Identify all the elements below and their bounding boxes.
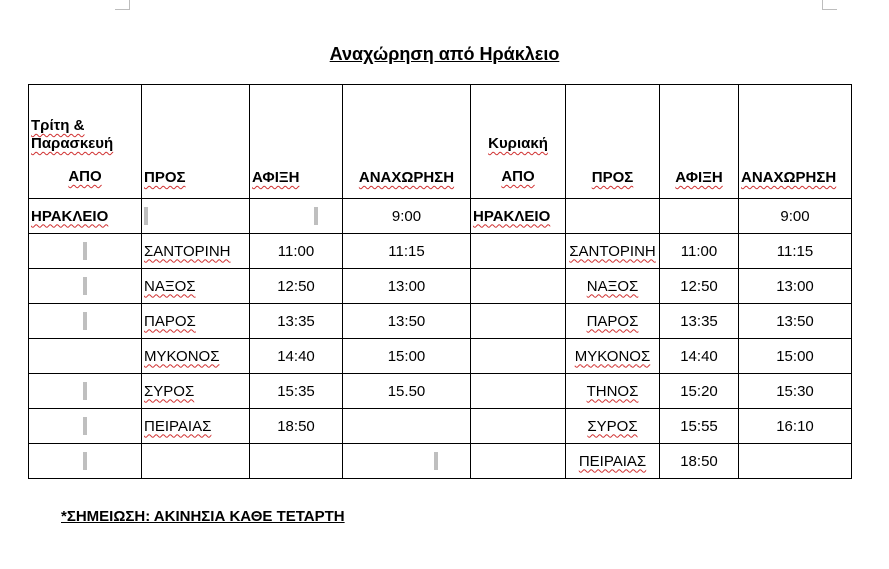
left-afixi-cell [250, 339, 343, 374]
header-cell-left-anaxorisi [343, 85, 471, 199]
left-anaxorisi-text: 13:00 [387, 277, 426, 295]
cell-marker [83, 417, 87, 435]
header-cell-right-afixi [660, 85, 739, 199]
left-anaxorisi-cell [343, 199, 471, 234]
left-anaxorisi-cell [343, 339, 471, 374]
cell-marker [314, 207, 318, 225]
right-pros-text: ΝΑΞΟΣ [586, 277, 639, 295]
right-pros-cell [566, 339, 660, 374]
right-apo-cell [471, 304, 566, 339]
right-anaxorisi-cell [739, 269, 852, 304]
right-anaxorisi-text: 13:00 [776, 277, 814, 295]
right-afixi-text: 14:40 [680, 347, 718, 365]
table-row [29, 269, 852, 304]
left-afixi-cell [250, 304, 343, 339]
cell-marker [83, 312, 87, 330]
page-corner-mark-right [822, 0, 837, 10]
left-group-line-2: Παρασκευή [31, 135, 114, 152]
right-afixi-text: 18:50 [680, 452, 718, 470]
right-anaxorisi-cell [739, 199, 852, 234]
left-afixi-text: 18:50 [277, 417, 315, 435]
left-anaxorisi-cell [343, 409, 471, 444]
left-apo-text: ΗΡΑΚΛΕΙΟ [31, 207, 109, 225]
right-pros-cell [566, 304, 660, 339]
right-anaxorisi-cell [739, 409, 852, 444]
header-apo-right: ΑΠΟ [501, 168, 535, 185]
left-afixi-cell [250, 199, 343, 234]
table-row [29, 199, 852, 234]
header-cell-right-pros [566, 85, 660, 199]
right-pros-text: ΣΑΝΤΟΡΙΝΗ [569, 242, 656, 260]
left-afixi-text: 13:35 [277, 312, 315, 330]
left-anaxorisi-text: 15.50 [387, 382, 426, 400]
right-pros-cell [566, 444, 660, 479]
right-anaxorisi-text: 13:50 [776, 312, 814, 330]
table-row [29, 234, 852, 269]
header-pros-right: ΠΡΟΣ [591, 169, 634, 186]
left-pros-cell [142, 444, 250, 479]
left-afixi-cell [250, 409, 343, 444]
right-pros-text: ΠΑΡΟΣ [586, 312, 639, 330]
cell-marker [83, 242, 87, 260]
right-group-label: Κυριακή [488, 135, 548, 152]
left-anaxorisi-text: 13:50 [387, 312, 426, 330]
right-anaxorisi-cell [739, 304, 852, 339]
header-apo-left: ΑΠΟ [68, 168, 102, 185]
note-text: *ΣΗΜΕΙΩΣΗ: ΑΚΙΝΗΣΙΑ ΚΑΘΕ ΤΕΤΑΡΤΗ [61, 508, 345, 525]
header-anaxorisi-left: ΑΝΑΧΩΡΗΣΗ [358, 169, 455, 186]
left-pros-cell [142, 269, 250, 304]
left-pros-text: ΣΑΝΤΟΡΙΝΗ [144, 242, 231, 260]
left-afixi-cell [250, 234, 343, 269]
right-afixi-cell [660, 199, 739, 234]
header-cell-right-anaxorisi [739, 85, 852, 199]
right-pros-cell [566, 269, 660, 304]
right-apo-cell [471, 199, 566, 234]
right-anaxorisi-cell [739, 444, 852, 479]
right-anaxorisi-text: 9:00 [780, 207, 810, 225]
left-apo-cell [29, 269, 142, 304]
cell-marker [83, 382, 87, 400]
right-afixi-cell [660, 269, 739, 304]
header-cell-left-afixi [250, 85, 343, 199]
left-anaxorisi-cell [343, 374, 471, 409]
table-row [29, 444, 852, 479]
right-apo-cell [471, 374, 566, 409]
right-afixi-text: 13:35 [680, 312, 718, 330]
header-cell-right-apo [471, 85, 566, 199]
left-afixi-cell [250, 269, 343, 304]
left-anaxorisi-text: 11:15 [388, 242, 425, 260]
left-anaxorisi-cell [343, 304, 471, 339]
right-apo-cell [471, 444, 566, 479]
table-row [29, 374, 852, 409]
cell-marker [434, 452, 438, 470]
right-afixi-text: 15:55 [680, 417, 718, 435]
left-pros-cell [142, 339, 250, 374]
right-afixi-cell [660, 339, 739, 374]
left-pros-cell [142, 409, 250, 444]
right-afixi-cell [660, 444, 739, 479]
table-row [29, 339, 852, 374]
left-apo-cell [29, 304, 142, 339]
right-pros-cell [566, 409, 660, 444]
left-pros-cell [142, 234, 250, 269]
table-row [29, 304, 852, 339]
header-row [29, 85, 852, 199]
left-pros-cell [142, 199, 250, 234]
page-corner-mark-left [115, 0, 130, 10]
left-pros-cell [142, 304, 250, 339]
right-afixi-text: 12:50 [680, 277, 718, 295]
left-afixi-cell [250, 444, 343, 479]
right-afixi-cell [660, 409, 739, 444]
header-afixi-left: ΑΦΙΞΗ [252, 169, 300, 186]
left-anaxorisi-cell [343, 234, 471, 269]
left-anaxorisi-text: 15:00 [387, 347, 426, 365]
left-anaxorisi-cell [343, 444, 471, 479]
right-apo-text: ΗΡΑΚΛΕΙΟ [473, 207, 551, 225]
left-apo-cell [29, 339, 142, 374]
header-pros-left: ΠΡΟΣ [144, 169, 186, 186]
right-afixi-cell [660, 234, 739, 269]
left-pros-text: ΣΥΡΟΣ [144, 382, 195, 400]
header-afixi-right: ΑΦΙΞΗ [675, 169, 723, 186]
header-cell-left-pros [142, 85, 250, 199]
left-group-line-1: Τρίτη & [31, 117, 85, 134]
left-apo-cell [29, 199, 142, 234]
right-pros-text: ΤΗΝΟΣ [586, 382, 639, 400]
left-anaxorisi-text: 9:00 [391, 207, 422, 225]
right-anaxorisi-text: 11:15 [776, 242, 814, 260]
right-afixi-text: 15:20 [680, 382, 718, 400]
right-pros-cell [566, 199, 660, 234]
right-anaxorisi-cell [739, 234, 852, 269]
header-cell-left-apo [29, 85, 142, 199]
right-anaxorisi-text: 15:30 [776, 382, 814, 400]
left-apo-cell [29, 234, 142, 269]
right-apo-cell [471, 339, 566, 374]
cell-marker [144, 207, 148, 225]
right-anaxorisi-text: 16:10 [776, 417, 814, 435]
left-pros-cell [142, 374, 250, 409]
right-apo-cell [471, 234, 566, 269]
right-anaxorisi-cell [739, 374, 852, 409]
right-pros-text: ΜΥΚΟΝΟΣ [574, 347, 651, 365]
left-pros-text: ΜΥΚΟΝΟΣ [144, 347, 220, 365]
right-afixi-cell [660, 304, 739, 339]
left-apo-cell [29, 409, 142, 444]
left-pros-text: ΠΑΡΟΣ [144, 312, 196, 330]
left-pros-text: ΝΑΞΟΣ [144, 277, 196, 295]
right-apo-cell [471, 269, 566, 304]
right-pros-cell [566, 234, 660, 269]
table-row [29, 409, 852, 444]
document-title: Αναχώρηση από Ηράκλειο [329, 44, 560, 64]
left-afixi-text: 14:40 [277, 347, 315, 365]
departure-timetable [28, 84, 852, 479]
left-afixi-text: 11:00 [277, 242, 315, 260]
cell-marker [83, 452, 87, 470]
left-apo-cell [29, 444, 142, 479]
left-afixi-text: 15:35 [277, 382, 315, 400]
right-pros-text: ΣΥΡΟΣ [587, 417, 638, 435]
right-afixi-cell [660, 374, 739, 409]
right-afixi-text: 11:00 [680, 242, 718, 260]
left-anaxorisi-cell [343, 269, 471, 304]
header-anaxorisi-right: ΑΝΑΧΩΡΗΣΗ [741, 169, 837, 186]
left-apo-cell [29, 374, 142, 409]
left-pros-text: ΠΕΙΡΑΙΑΣ [144, 417, 212, 435]
right-pros-text: ΠΕΙΡΑΙΑΣ [578, 452, 647, 470]
right-anaxorisi-text: 15:00 [776, 347, 814, 365]
right-anaxorisi-cell [739, 339, 852, 374]
right-apo-cell [471, 409, 566, 444]
left-afixi-text: 12:50 [277, 277, 315, 295]
right-pros-cell [566, 374, 660, 409]
left-afixi-cell [250, 374, 343, 409]
cell-marker [83, 277, 87, 295]
